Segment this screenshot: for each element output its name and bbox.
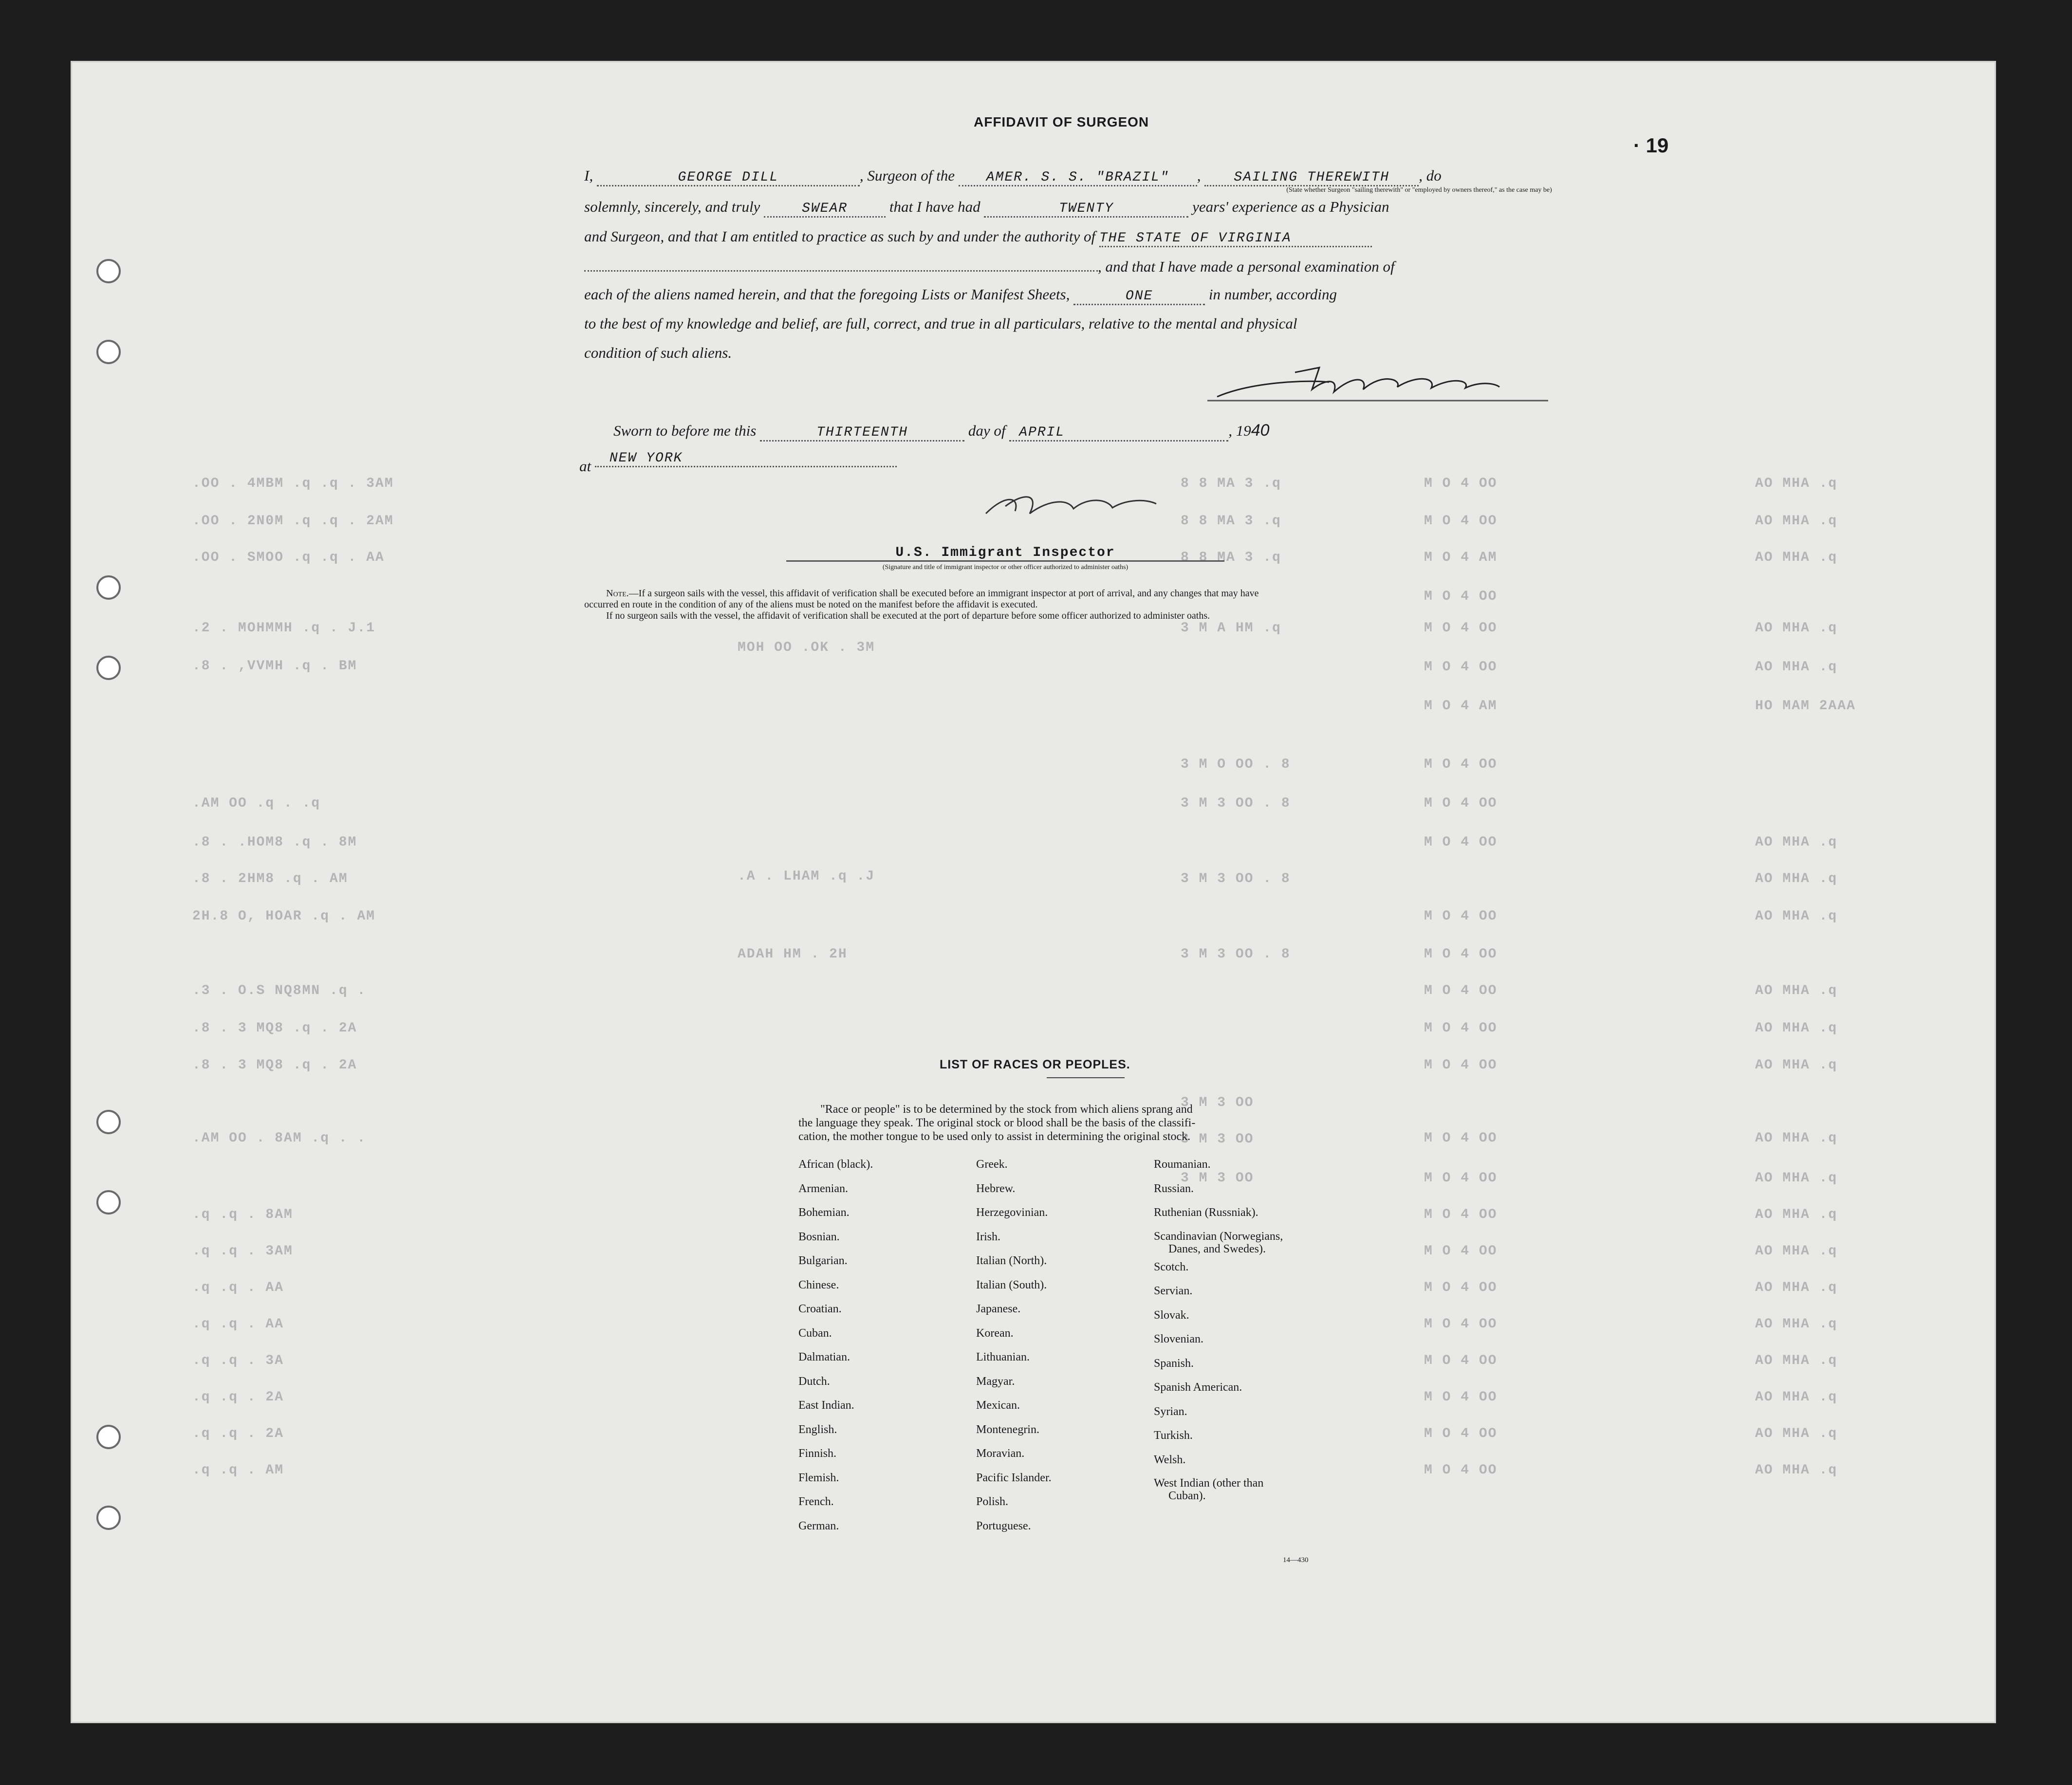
races-title: LIST OF RACES OR PEOPLES.	[940, 1058, 1130, 1071]
inspector-signature	[976, 484, 1171, 523]
race-item: Russian.	[1154, 1182, 1194, 1195]
race-item: Armenian.	[798, 1182, 848, 1195]
label-that-had: that I have had	[889, 198, 980, 215]
years-field: TWENTY	[984, 201, 1188, 218]
race-item: Cuban.	[798, 1326, 832, 1340]
punch-hole	[96, 1190, 121, 1215]
surgeon-signature	[1207, 353, 1548, 406]
race-item: Polish.	[976, 1495, 1009, 1508]
race-item: Welsh.	[1154, 1453, 1186, 1466]
sheets-field: ONE	[1073, 289, 1205, 305]
race-item: Dutch.	[798, 1375, 830, 1388]
label-sworn: Sworn to before me this	[613, 422, 757, 439]
race-item: Ruthenian (Russniak).	[1154, 1206, 1258, 1219]
oath-field: SWEAR	[764, 201, 886, 218]
race-item: Servian.	[1154, 1285, 1193, 1297]
race-item: Roumanian.	[1154, 1158, 1211, 1171]
race-item: Moravian.	[976, 1447, 1025, 1460]
affidavit-line-3	[584, 228, 1372, 247]
sailing-status-field: SAILING THEREWITH	[1204, 170, 1419, 186]
race-item: Spanish.	[1154, 1357, 1194, 1370]
sworn-line	[613, 421, 1270, 442]
surgeon-name-field: GEORGE DILL	[597, 170, 860, 186]
officer-title: U.S. Immigrant Inspector	[786, 545, 1224, 562]
race-item: Hebrew.	[976, 1182, 1016, 1195]
label-i: I,	[584, 167, 593, 184]
note-line-2: occurred en route in the condition of any of the aliens must be noted on the manifest before the affidavit is executed.	[584, 599, 1038, 610]
vessel-field: AMER. S. S. "BRAZIL"	[959, 170, 1197, 186]
races-intro-line-3: cation, the mother tongue to be used only to assist in determining the original stock.	[798, 1130, 1191, 1143]
affidavit-line-5	[584, 286, 1337, 305]
manifest-page: .OO . 4MBM .q .q . 3AM .OO . 2N0M .q .q . 2AM .OO . SMOO .q .q . AA .2 . MOHMMH .q . J.1 .8 . ,VVMH .q . BM .AM OO .q . .q .8 . .HOM8 .q . 8M .8 . 2HM8 .q . AM 2H.8 O, HOAR .q . AM .3 . O.S NQ8MN .q . .8 . 3 MQ8 .q . 2A .8 . 3 MQ8 .q . 2A .AM OO . 8AM .q . . .q .q . 8AM .q .q . 3AM .q .q . AA .q .q . AA .q .q . 3A .q .q . 2A .q .q . 2A .q .q . AM MOH OO .OK . 3M .A . LHAM .q .J ADAH HM . 2H 8 8 MA 3 .q 8 8 MA 3 .q 8 8 MA 3 .q 3 M A HM .q 3 M O OO . 8 3 M 3 OO . 8 3 M 3 OO . 8 3 M 3 OO . 8 3 M 3 OO 3 M 3 OO 3 M 3 OO M O 4 OO M O 4 OO M O 4 AM M O 4 OO M O 4 OO M O 4 OO M O 4 AM M O 4 OO M O 4 OO M O 4 OO M O 4 OO M O 4 OO M O 4 OO M O 4 OO M O 4 OO M O 4 OO M O 4 OO M O 4 OO M O 4 OO M O 4 OO M O 4 OO M O 4 OO M O 4 OO M O 4 OO M O 4 OO AO MHA .q AO MHA .q AO MHA .q AO MHA .q AO MHA .q HO MAM 2AAA AO MHA .q AO MHA .q AO MHA .q AO MHA .q AO MHA .q AO MHA .q AO MHA .q AO MHA .q AO MHA .q AO MHA .q AO MHA .q AO MHA .q AO MHA .q AO MHA .q AO MHA .q AO MHA .q AFFIDAVIT OF SURGEON · 19 I, GEORGE DILL , Surgeon of the AMER. S. S. "BRAZIL" , SAILING THEREWITH , do (State whether Surgeon "sailing therewith" or "employed by owners thereof," as the case may be) solemnly, sincerely, and truly SWEAR that I have had TWENTY years' experience as a Physician and Surgeon, and that I am entitled to practice as such by and under the authority of THE STATE OF VIRGINIA , and that I have made a personal examination of each of the aliens named herein, and that the foregoing Lists or Manifest Sheets, ONE in number, according to the best of my knowledge and belief, are full, correct, and true in all particulars, relative to the mental and physical condition of such aliens. Sworn to before me this THIRTEENTH day of APRIL , 1940 at NEW YORK U.S. Immigrant Inspector (Signature and title of immigrant inspector or other officer authorized to administer oaths) Note.—If a surgeon sails with the vessel, this affidavit of verification shall be executed before an immigrant inspector at port of arrival, and any changes that may have occurred en route in the condition of any of the aliens must be noted on the manifest before the affidavit is executed. If no surgeon sails with the vessel, the affidavit of verification shall be executed at the port of departure before some officer authorized to administer oaths. LIST OF RACES OR PEOPLES. "Race or people" is to be determined by the stock from which aliens sprang and the language they speak. The original stock or blood shall be the basis of the classifi- cation, the mother tongue to be used only to assist in determining the original stock. African (black). Armenian. Bohemian. Bosnian. Bulgarian. Chinese. Croatian. Cuban. Dalmatian. Dutch. East Indian. English. Finnish. Flemish. French. German. Greek. Hebrew. Herzegovinian. Irish. Italian (North). Italian (South). Japanese. Korean. Lithuanian. Magyar. Mexican. Montenegrin. Moravian. Pacific Islander. Polish. Portuguese. Roumanian. Russian. Ruthenian (Russniak). Scandinavian (Norwegians, Danes, and Swedes). Scotch. Servian. Slovak. Slovenian. Spanish. Spanish American. Syrian. Turkish. Welsh. West Indian (other than Cuban). 14—430	[71, 61, 1996, 1723]
punch-hole	[96, 1110, 121, 1134]
race-item: African (black).	[798, 1158, 873, 1171]
race-item: Scotch.	[1154, 1260, 1189, 1273]
race-item: Croatian.	[798, 1303, 842, 1315]
sworn-day-field: THIRTEENTH	[760, 425, 964, 442]
authority-continuation-field	[584, 270, 1098, 272]
affidavit-note	[584, 588, 1259, 622]
sworn-place-field: NEW YORK	[595, 451, 897, 467]
race-item: Korean.	[976, 1326, 1014, 1340]
race-item: Pacific Islander.	[976, 1471, 1052, 1484]
races-intro-line-1: "Race or people" is to be determined by the stock from which aliens sprang and	[820, 1103, 1193, 1116]
race-item: Dalmatian.	[798, 1351, 850, 1363]
races-intro	[798, 1103, 1195, 1143]
race-item: Danes, and Swedes).	[1168, 1242, 1266, 1255]
affidavit-title: AFFIDAVIT OF SURGEON	[974, 114, 1149, 129]
affidavit-line-1: I, GEORGE DILL , Surgeon of the AMER. S. S. "BRAZIL" , SAILING THEREWITH , do	[584, 167, 1442, 186]
label-in-number: in number, according	[1208, 286, 1337, 303]
label-year-prefix: , 19	[1228, 422, 1251, 439]
race-item: Slovenian.	[1154, 1333, 1203, 1345]
races-title-rule	[1047, 1077, 1125, 1078]
affidavit-line-2	[584, 198, 1389, 218]
race-item: Bohemian.	[798, 1206, 850, 1219]
race-item: West Indian (other than	[1154, 1477, 1264, 1490]
form-number: 14—430	[1283, 1556, 1309, 1564]
label-surgeon-of: , Surgeon of the	[859, 167, 955, 184]
race-item: Chinese.	[798, 1278, 839, 1291]
race-item: Montenegrin.	[976, 1423, 1039, 1436]
races-column-3	[1154, 1153, 1283, 1502]
race-item: French.	[798, 1495, 834, 1508]
race-item: Bulgarian.	[798, 1254, 848, 1267]
affidavit-line-7: condition of such aliens.	[584, 344, 732, 361]
note-line-1: —If a surgeon sails with the vessel, this affidavit of verification shall be executed before an immigrant inspector at port of arrival, and any changes that may have	[629, 588, 1259, 599]
affidavit-line-4	[584, 258, 1395, 276]
race-item: Lithuanian.	[976, 1351, 1030, 1363]
authority-field: THE STATE OF VIRGINIA	[1099, 231, 1372, 247]
punch-hole	[96, 575, 121, 600]
label-years: years' experience as a Physician	[1192, 198, 1389, 215]
race-item: Herzegovinian.	[976, 1206, 1048, 1219]
officer-hint: (Signature and title of immigrant inspector or other officer authorized to administer oaths)	[882, 564, 1128, 571]
note-line-3: If no surgeon sails with the vessel, the affidavit of verification shall be executed at the port of departure before some officer authorized to administer oaths.	[606, 610, 1210, 621]
label-made-exam: , and that I have made a personal examination of	[1098, 258, 1395, 275]
punch-hole	[96, 656, 121, 680]
label-at: at	[579, 458, 592, 475]
sworn-place-line	[579, 451, 897, 477]
race-item: Turkish.	[1154, 1429, 1193, 1442]
race-item: Scandinavian (Norwegians,	[1154, 1230, 1283, 1243]
race-item: Magyar.	[976, 1375, 1015, 1388]
label-solemnly: solemnly, sincerely, and truly	[584, 198, 760, 215]
race-item: Greek.	[976, 1158, 1008, 1171]
punch-hole	[96, 1425, 121, 1449]
punch-hole	[96, 340, 121, 364]
races-column-1	[798, 1153, 873, 1538]
label-do: , do	[1419, 167, 1442, 184]
races-intro-line-2: the language they speak. The original stock or blood shall be the basis of the classifi-	[798, 1117, 1196, 1129]
label-day-of: day of	[968, 422, 1006, 439]
label-each-alien: each of the aliens named herein, and that the foregoing Lists or Manifest Sheets,	[584, 286, 1070, 303]
race-item: Cuban).	[1168, 1490, 1206, 1502]
race-item: German.	[798, 1519, 839, 1532]
punch-hole	[96, 259, 121, 283]
note-lead: Note.	[606, 588, 629, 599]
race-item: Finnish.	[798, 1447, 837, 1460]
sailing-hint: (State whether Surgeon "sailing therewith" or "employed by owners thereof," as the case may be)	[1286, 186, 1552, 194]
races-column-2	[976, 1153, 1052, 1538]
race-item: Portuguese.	[976, 1519, 1031, 1532]
sworn-year-field: 40	[1251, 421, 1270, 440]
race-item: English.	[798, 1423, 837, 1436]
officer-title-line	[786, 545, 1224, 571]
race-item: Italian (North).	[976, 1254, 1047, 1267]
race-item: Flemish.	[798, 1471, 839, 1484]
race-item: Slovak.	[1154, 1308, 1189, 1322]
race-item: Italian (South).	[976, 1278, 1047, 1291]
race-item: Bosnian.	[798, 1230, 840, 1243]
race-item: Irish.	[976, 1230, 1000, 1243]
race-item: East Indian.	[798, 1399, 854, 1412]
page-number: · 19	[1633, 134, 1669, 157]
sworn-month-field: APRIL	[1009, 425, 1228, 442]
affidavit-line-6: to the best of my knowledge and belief, are full, correct, and true in all particulars, relative to the mental and physical	[584, 315, 1297, 332]
race-item: Spanish American.	[1154, 1381, 1242, 1394]
punch-hole	[96, 1506, 121, 1530]
label-and-surgeon: and Surgeon, and that I am entitled to practice as such by and under the authority of	[584, 228, 1096, 245]
race-item: Syrian.	[1154, 1405, 1187, 1418]
race-item: Japanese.	[976, 1303, 1021, 1315]
race-item: Mexican.	[976, 1399, 1020, 1412]
